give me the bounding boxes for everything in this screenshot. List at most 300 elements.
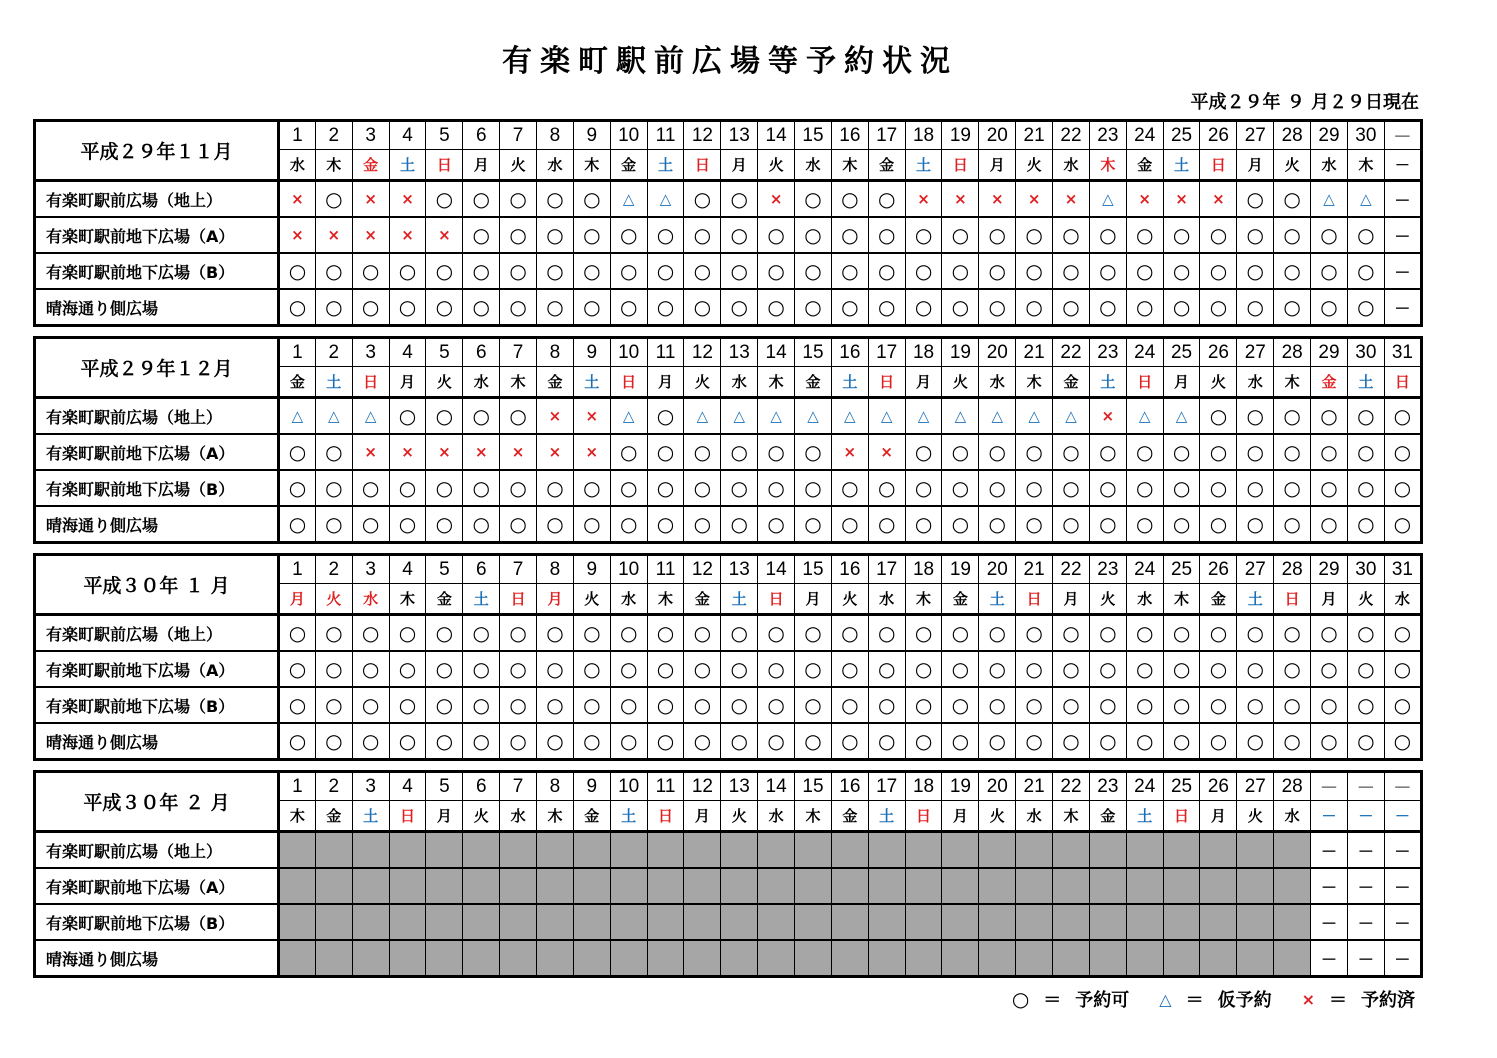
- closed-cell: [1126, 832, 1163, 869]
- available-icon: ○: [942, 506, 979, 543]
- available-icon: ○: [684, 615, 721, 652]
- day-number: 3: [352, 772, 389, 801]
- day-number: 28: [1274, 338, 1311, 367]
- closed-cell: [1016, 868, 1053, 904]
- available-icon: ○: [1016, 217, 1053, 253]
- closed-cell: [905, 832, 942, 869]
- available-icon: ○: [979, 289, 1016, 326]
- weekday: 水: [758, 801, 795, 832]
- available-icon: ○: [1200, 723, 1237, 760]
- day-number: －: [1311, 772, 1348, 801]
- no-day-dash: －: [1384, 289, 1421, 326]
- available-icon: ○: [315, 615, 352, 652]
- available-icon: ○: [1311, 723, 1348, 760]
- closed-cell: [610, 832, 647, 869]
- day-number: 15: [795, 338, 832, 367]
- closed-cell: [426, 832, 463, 869]
- available-icon: ○: [758, 253, 795, 289]
- available-icon: ○: [905, 506, 942, 543]
- place-name: 晴海通り側広場: [35, 940, 279, 977]
- weekday: 水: [1053, 150, 1090, 181]
- weekday: 水: [279, 150, 316, 181]
- booked-icon: ×: [389, 434, 426, 470]
- day-number: 13: [721, 121, 758, 150]
- available-icon: ○: [537, 651, 574, 687]
- available-icon: ○: [1053, 253, 1090, 289]
- day-number: 24: [1126, 338, 1163, 367]
- weekday: 水: [463, 367, 500, 398]
- available-icon: ○: [426, 289, 463, 326]
- available-icon: ○: [1053, 434, 1090, 470]
- weekday: 火: [1237, 801, 1274, 832]
- closed-cell: [647, 832, 684, 869]
- available-icon: ○: [610, 651, 647, 687]
- weekday: 金: [315, 801, 352, 832]
- booked-icon: ×: [279, 217, 316, 253]
- weekday: 金: [1311, 367, 1348, 398]
- available-icon: ○: [389, 615, 426, 652]
- weekday: 月: [905, 367, 942, 398]
- day-number: 18: [905, 121, 942, 150]
- day-number: 22: [1053, 772, 1090, 801]
- available-icon: ○: [795, 253, 832, 289]
- available-icon: ○: [1016, 723, 1053, 760]
- day-number: 2: [315, 121, 352, 150]
- weekday: 土: [315, 367, 352, 398]
- closed-cell: [721, 832, 758, 869]
- available-icon: ○: [905, 615, 942, 652]
- day-number: 19: [942, 555, 979, 584]
- day-number: 28: [1274, 555, 1311, 584]
- available-icon: ○: [1089, 470, 1126, 506]
- closed-cell: [537, 904, 574, 940]
- day-number: －: [1347, 772, 1384, 801]
- available-icon: ○: [463, 651, 500, 687]
- available-icon: ○: [389, 651, 426, 687]
- booked-icon: ×: [831, 434, 868, 470]
- available-icon: ○: [1089, 687, 1126, 723]
- weekday: 日: [1384, 367, 1421, 398]
- weekday: 土: [647, 150, 684, 181]
- closed-cell: [1016, 832, 1053, 869]
- available-icon: ○: [868, 615, 905, 652]
- weekday: 水: [537, 150, 574, 181]
- day-number: 21: [1016, 772, 1053, 801]
- available-icon: ○: [1053, 687, 1090, 723]
- closed-cell: [1053, 868, 1090, 904]
- booked-icon: ×: [1126, 181, 1163, 218]
- tentative-icon: △: [831, 398, 868, 435]
- available-icon: ○: [573, 651, 610, 687]
- day-number: 15: [795, 121, 832, 150]
- month-table: [33, 770, 1423, 978]
- available-icon: ○: [684, 434, 721, 470]
- closed-cell: [647, 904, 684, 940]
- day-number: 29: [1311, 555, 1348, 584]
- available-icon: ○: [942, 687, 979, 723]
- available-icon: ○: [389, 253, 426, 289]
- available-icon: ○: [1237, 506, 1274, 543]
- available-icon: ○: [684, 651, 721, 687]
- weekday: 木: [1163, 584, 1200, 615]
- available-icon: ○: [831, 651, 868, 687]
- available-icon: ○: [279, 434, 316, 470]
- available-icon: ○: [1089, 289, 1126, 326]
- day-number: 12: [684, 121, 721, 150]
- day-number: 14: [758, 121, 795, 150]
- available-icon: ○: [1089, 506, 1126, 543]
- available-icon: ○: [979, 253, 1016, 289]
- available-icon: ○: [758, 615, 795, 652]
- weekday: 火: [684, 367, 721, 398]
- available-icon: ○: [500, 253, 537, 289]
- available-icon: ○: [721, 506, 758, 543]
- closed-cell: [279, 868, 316, 904]
- legend-eq: ＝: [1329, 990, 1347, 1011]
- day-number: 1: [279, 121, 316, 150]
- day-number: 9: [573, 772, 610, 801]
- available-icon: ○: [1200, 289, 1237, 326]
- day-number: 20: [979, 121, 1016, 150]
- available-icon: ○: [868, 687, 905, 723]
- closed-cell: [1053, 832, 1090, 869]
- available-icon: ○: [573, 506, 610, 543]
- closed-cell: [758, 940, 795, 977]
- available-icon: ○: [795, 615, 832, 652]
- available-icon: ○: [721, 289, 758, 326]
- closed-cell: [1089, 904, 1126, 940]
- closed-cell: [1200, 868, 1237, 904]
- tentative-icon: △: [905, 398, 942, 435]
- weekday: 月: [463, 150, 500, 181]
- closed-cell: [279, 832, 316, 869]
- available-icon: ○: [463, 181, 500, 218]
- available-icon: ○: [1163, 289, 1200, 326]
- day-number: 30: [1347, 121, 1384, 150]
- closed-cell: [979, 832, 1016, 869]
- available-icon: ○: [426, 470, 463, 506]
- available-icon: ○: [1274, 615, 1311, 652]
- closed-cell: [573, 940, 610, 977]
- booked-icon: ×: [426, 434, 463, 470]
- tentative-icon: △: [315, 398, 352, 435]
- available-icon: ○: [500, 289, 537, 326]
- closed-cell: [795, 832, 832, 869]
- available-icon: ○: [1347, 687, 1384, 723]
- booked-icon: ×: [1163, 181, 1200, 218]
- available-icon: ○: [1311, 217, 1348, 253]
- available-icon: ○: [315, 289, 352, 326]
- day-number: 24: [1126, 121, 1163, 150]
- closed-cell: [1126, 868, 1163, 904]
- available-icon: ○: [684, 289, 721, 326]
- place-name: 有楽町駅前地下広場（B）: [35, 687, 279, 723]
- available-icon: ○: [463, 687, 500, 723]
- available-icon: ○: [868, 651, 905, 687]
- no-day-dash: －: [1384, 904, 1421, 940]
- available-icon: ○: [352, 687, 389, 723]
- available-icon: ○: [1237, 687, 1274, 723]
- no-day-dash: －: [1347, 832, 1384, 869]
- available-icon: ○: [721, 217, 758, 253]
- available-icon: ○: [537, 289, 574, 326]
- available-icon: ○: [647, 723, 684, 760]
- available-icon: ○: [1053, 289, 1090, 326]
- booked-icon: ×: [1053, 181, 1090, 218]
- weekday: 火: [1274, 150, 1311, 181]
- available-icon: ○: [279, 506, 316, 543]
- closed-cell: [831, 868, 868, 904]
- weekday: 火: [315, 584, 352, 615]
- day-number: 10: [610, 555, 647, 584]
- day-number: 8: [537, 338, 574, 367]
- day-number: 14: [758, 555, 795, 584]
- month-name: 平成２９年１１月: [35, 121, 279, 181]
- month-table: [33, 119, 1423, 327]
- closed-cell: [721, 904, 758, 940]
- available-icon: ○: [1016, 651, 1053, 687]
- day-number: 1: [279, 338, 316, 367]
- closed-cell: [352, 940, 389, 977]
- closed-cell: [1126, 940, 1163, 977]
- available-icon: ○: [463, 615, 500, 652]
- available-icon: ○: [1016, 434, 1053, 470]
- as-of-date: 平成２９年 ９ 月２９日現在: [1190, 92, 1419, 113]
- month-table: [33, 553, 1423, 761]
- day-number: 31: [1384, 555, 1421, 584]
- closed-cell: [647, 868, 684, 904]
- day-number: 29: [1311, 121, 1348, 150]
- day-number: 16: [831, 338, 868, 367]
- tentative-icon: △: [1126, 398, 1163, 435]
- weekday: 木: [279, 801, 316, 832]
- day-number: 25: [1163, 555, 1200, 584]
- booked-symbol-icon: ×: [1301, 989, 1315, 1009]
- closed-cell: [795, 868, 832, 904]
- weekday: 火: [1089, 584, 1126, 615]
- day-number: 5: [426, 121, 463, 150]
- day-number: 23: [1089, 555, 1126, 584]
- available-icon: ○: [1126, 615, 1163, 652]
- weekday: 月: [684, 801, 721, 832]
- closed-cell: [573, 868, 610, 904]
- available-icon: ○: [279, 687, 316, 723]
- closed-cell: [389, 904, 426, 940]
- day-number: 24: [1126, 772, 1163, 801]
- available-icon: ○: [1347, 434, 1384, 470]
- available-icon: ○: [1347, 615, 1384, 652]
- available-icon: ○: [426, 181, 463, 218]
- day-number: 27: [1237, 555, 1274, 584]
- weekday: 金: [942, 584, 979, 615]
- available-icon: ○: [979, 506, 1016, 543]
- available-icon: ○: [1163, 217, 1200, 253]
- available-icon: ○: [426, 723, 463, 760]
- day-number: 8: [537, 772, 574, 801]
- available-icon: ○: [1274, 217, 1311, 253]
- available-icon: ○: [537, 470, 574, 506]
- booked-icon: ×: [352, 434, 389, 470]
- available-icon: ○: [831, 470, 868, 506]
- closed-cell: [389, 832, 426, 869]
- weekday: 金: [573, 801, 610, 832]
- weekday: 木: [1089, 150, 1126, 181]
- available-icon: ○: [1126, 506, 1163, 543]
- day-number: 12: [684, 338, 721, 367]
- weekday: 木: [1274, 367, 1311, 398]
- weekday: 土: [463, 584, 500, 615]
- available-icon: ○: [831, 253, 868, 289]
- weekday: 土: [831, 367, 868, 398]
- available-icon: ○: [942, 434, 979, 470]
- available-icon: ○: [426, 615, 463, 652]
- day-number: 3: [352, 338, 389, 367]
- available-icon: ○: [315, 687, 352, 723]
- available-icon: ○: [721, 434, 758, 470]
- closed-cell: [573, 832, 610, 869]
- day-number: 7: [500, 338, 537, 367]
- available-icon: ○: [758, 651, 795, 687]
- closed-cell: [352, 868, 389, 904]
- day-number: 11: [647, 121, 684, 150]
- closed-cell: [573, 904, 610, 940]
- weekday: 火: [500, 150, 537, 181]
- available-icon: ○: [1126, 651, 1163, 687]
- available-icon: ○: [979, 615, 1016, 652]
- legend-item-tentative: [1159, 986, 1271, 1012]
- available-icon: ○: [1347, 470, 1384, 506]
- available-icon: ○: [1016, 506, 1053, 543]
- available-icon: ○: [868, 506, 905, 543]
- weekday: 日: [1016, 584, 1053, 615]
- booked-icon: ×: [1016, 181, 1053, 218]
- available-icon: ○: [426, 506, 463, 543]
- closed-cell: [868, 940, 905, 977]
- place-name: 有楽町駅前地下広場（A）: [35, 651, 279, 687]
- available-icon: ○: [979, 723, 1016, 760]
- day-number: 6: [463, 121, 500, 150]
- available-icon: ○: [389, 470, 426, 506]
- weekday: 土: [1126, 801, 1163, 832]
- weekday: 火: [573, 584, 610, 615]
- weekday: －: [1347, 801, 1384, 832]
- weekday: 木: [389, 584, 426, 615]
- place-name: 有楽町駅前地下広場（B）: [35, 904, 279, 940]
- day-number: 17: [868, 555, 905, 584]
- available-icon: ○: [684, 253, 721, 289]
- day-number: 16: [831, 772, 868, 801]
- available-icon: ○: [1237, 723, 1274, 760]
- weekday: 土: [1089, 367, 1126, 398]
- available-icon: ○: [463, 470, 500, 506]
- available-icon: ○: [1016, 253, 1053, 289]
- day-number: 20: [979, 338, 1016, 367]
- available-icon: ○: [1163, 506, 1200, 543]
- closed-cell: [1089, 832, 1126, 869]
- tentative-icon: △: [1163, 398, 1200, 435]
- available-icon: ○: [1384, 434, 1421, 470]
- available-icon: ○: [1089, 723, 1126, 760]
- booked-icon: ×: [389, 181, 426, 218]
- available-icon: ○: [684, 181, 721, 218]
- weekday: 土: [573, 367, 610, 398]
- available-icon: ○: [831, 181, 868, 218]
- available-icon: ○: [1384, 398, 1421, 435]
- weekday: 金: [279, 367, 316, 398]
- booked-icon: ×: [389, 217, 426, 253]
- closed-cell: [389, 868, 426, 904]
- available-icon: ○: [1237, 434, 1274, 470]
- available-icon: ○: [795, 181, 832, 218]
- no-day-dash: －: [1384, 940, 1421, 977]
- available-icon: ○: [1126, 687, 1163, 723]
- weekday: 日: [1163, 801, 1200, 832]
- available-icon: ○: [942, 289, 979, 326]
- available-icon: ○: [1311, 687, 1348, 723]
- closed-cell: [1237, 832, 1274, 869]
- available-icon: ○: [389, 289, 426, 326]
- weekday: 水: [610, 584, 647, 615]
- closed-cell: [979, 904, 1016, 940]
- booked-icon: ×: [537, 434, 574, 470]
- tentative-icon: △: [721, 398, 758, 435]
- day-number: 8: [537, 555, 574, 584]
- available-icon: ○: [1311, 506, 1348, 543]
- available-icon: ○: [1053, 615, 1090, 652]
- available-icon: ○: [942, 651, 979, 687]
- closed-cell: [1274, 832, 1311, 869]
- day-number: 25: [1163, 772, 1200, 801]
- month-table: [33, 336, 1423, 544]
- day-number: 10: [610, 338, 647, 367]
- available-icon: ○: [1311, 253, 1348, 289]
- weekday: 土: [721, 584, 758, 615]
- day-number: 1: [279, 772, 316, 801]
- available-icon: ○: [979, 470, 1016, 506]
- day-number: 21: [1016, 555, 1053, 584]
- available-icon: ○: [610, 506, 647, 543]
- tentative-icon: △: [279, 398, 316, 435]
- available-icon: ○: [1274, 398, 1311, 435]
- day-number: 2: [315, 338, 352, 367]
- weekday: 木: [573, 150, 610, 181]
- available-icon: ○: [647, 687, 684, 723]
- day-number: 23: [1089, 338, 1126, 367]
- day-number: 22: [1053, 338, 1090, 367]
- available-icon: ○: [279, 253, 316, 289]
- available-icon: ○: [463, 723, 500, 760]
- day-number: 18: [905, 772, 942, 801]
- day-number: 24: [1126, 555, 1163, 584]
- weekday: 月: [795, 584, 832, 615]
- available-icon: ○: [1384, 615, 1421, 652]
- place-name: 有楽町駅前地下広場（A）: [35, 868, 279, 904]
- closed-cell: [831, 904, 868, 940]
- closed-cell: [279, 940, 316, 977]
- weekday: 土: [868, 801, 905, 832]
- day-number: 11: [647, 772, 684, 801]
- tentative-icon: △: [1053, 398, 1090, 435]
- available-icon: ○: [463, 289, 500, 326]
- weekday: 日: [868, 367, 905, 398]
- available-icon: ○: [647, 253, 684, 289]
- day-number: 14: [758, 772, 795, 801]
- available-icon: ○: [610, 687, 647, 723]
- weekday: 日: [758, 584, 795, 615]
- available-icon: ○: [721, 181, 758, 218]
- available-icon: ○: [537, 687, 574, 723]
- weekday: 火: [942, 367, 979, 398]
